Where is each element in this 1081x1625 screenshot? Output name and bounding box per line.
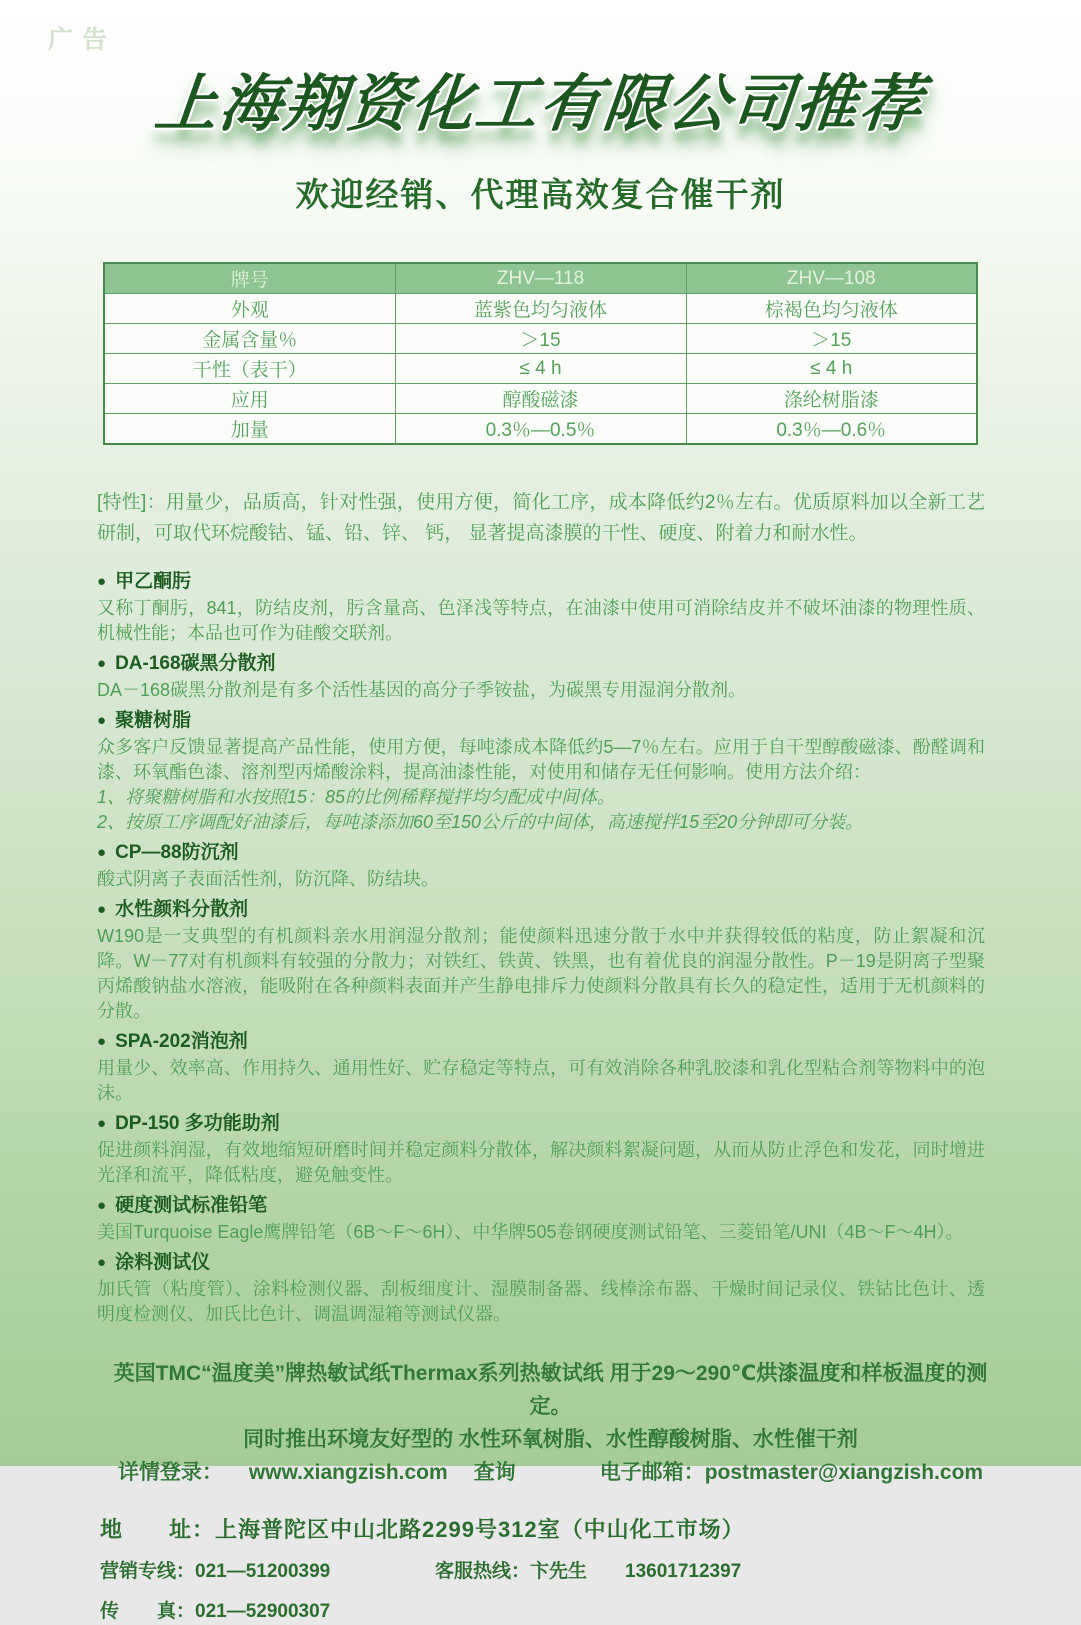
fax-group xyxy=(100,1599,435,1625)
cell-value: ＞15 xyxy=(395,324,686,354)
section-heading-text: SPA-202消泡剂 xyxy=(115,1031,248,1052)
section-ketoxime xyxy=(97,569,985,646)
cell-value: ≤ 4 h xyxy=(395,354,686,384)
section-heading-text: 硬度测试标准铅笔 xyxy=(115,1195,268,1216)
section-heading xyxy=(97,651,985,678)
section-heading xyxy=(97,708,985,735)
section-body: 众多客户反馈显著提高产品性能，使用方便，每吨漆成本降低约5—7％左右。应用于自干型醇酸磁漆、酚醛调和漆、环氧酯色漆、溶剂型丙烯酸涂料，提高油漆性能，对使用和储存无任何影响。使用方法介绍： xyxy=(97,737,985,782)
bullet-icon: ● xyxy=(97,844,107,861)
cell-value: 醇酸磁漆 xyxy=(395,384,686,414)
section-body: 促进颜料润湿，有效地缩短研磨时间并稳定颜料分散体，解决颜料絮凝问题，从而从防止浮色和发花，同时增进光泽和流平，降低粘度，避免触变性。 xyxy=(97,1140,985,1185)
fax-line xyxy=(100,1599,985,1625)
cell-value: 棕褐色均匀液体 xyxy=(686,294,977,324)
row-label: 外观 xyxy=(104,294,395,324)
section-body: 又称丁酮肟，841，防结皮剂，肟含量高、色泽浅等特点，在油漆中使用可消除结皮并不破坏油漆的物理性质、机械性能；本品也可作为硅酸交联剂。 xyxy=(97,598,985,643)
section-waterborne-dispersant xyxy=(97,897,985,1024)
row-label: 干性（表干） xyxy=(104,354,395,384)
bullet-icon: ● xyxy=(97,655,107,672)
contact-block xyxy=(100,1515,985,1625)
cell-value: ＞15 xyxy=(686,324,977,354)
email-address: postmaster@xiangzish.com xyxy=(704,1461,984,1484)
table-row xyxy=(104,414,977,445)
bullet-icon: ● xyxy=(97,573,107,590)
row-label: 金属含量％ xyxy=(104,324,395,354)
ad-corner-label: 广告 xyxy=(48,26,117,54)
section-heading xyxy=(97,1193,985,1220)
section-body: 美国Turquoise Eagle鹰牌铅笔（6B～F～6H）、中华牌505卷钢硬度测试铅笔、三菱铅笔/UNI（4B～F～4H）。 xyxy=(97,1222,964,1242)
page-subtitle: 欢迎经销、代理高效复合催干剂 xyxy=(295,176,786,213)
bullet-icon: ● xyxy=(97,1254,107,1271)
query-label: 查询 xyxy=(473,1461,516,1484)
section-heading-text: CP—88防沉剂 xyxy=(115,842,239,863)
section-heading-text: 水性颜料分散剂 xyxy=(115,899,249,920)
section-spa202 xyxy=(97,1029,985,1106)
col-header-brand: 牌号 xyxy=(104,263,395,294)
email-group xyxy=(600,1456,983,1489)
section-heading xyxy=(97,569,985,596)
section-dp150 xyxy=(97,1111,985,1188)
section-body: 用量少、效率高、作用持久、通用性好、贮存稳定等特点，可有效消除各种乳胶漆和乳化型粘合剂等物料中的泡沫。 xyxy=(97,1058,985,1103)
marketing-phone-group xyxy=(100,1559,435,1585)
fax-value: 021—52900307 xyxy=(195,1601,331,1622)
promo-eco-line: 同时推出环境友好型的 水性环氧树脂、水性醇酸树脂、水性催干剂 xyxy=(243,1428,858,1451)
section-cp88 xyxy=(97,840,985,892)
address-label: 地 址： xyxy=(100,1517,216,1542)
promo-thermax-line: 英国TMC“温度美”牌热敏试纸Thermax系列热敏试纸 用于29～290℃烘漆温度和样板温度的测定。 xyxy=(113,1362,988,1418)
bullet-icon: ● xyxy=(97,712,107,729)
cell-value: 0.3％—0.5％ xyxy=(395,414,686,445)
col-header-zhv118: ZHV—118 xyxy=(395,263,686,294)
cell-value: 蓝紫色均匀液体 xyxy=(395,294,686,324)
phone-line xyxy=(100,1559,985,1585)
section-heading xyxy=(97,1250,985,1277)
fax-label: 传 真： xyxy=(100,1601,196,1622)
service-label: 客服热线： xyxy=(435,1561,531,1582)
cell-value: 0.3％—0.6％ xyxy=(686,414,977,445)
cell-value: ≤ 4 h xyxy=(686,354,977,384)
table-row xyxy=(104,354,977,384)
product-spec-table xyxy=(103,262,978,445)
row-label: 应用 xyxy=(104,384,395,414)
section-heading-text: DA-168碳黑分散剂 xyxy=(115,653,276,674)
section-heading xyxy=(97,840,985,867)
section-body: 酸式阴离子表面活性剂，防沉降、防结块。 xyxy=(97,869,439,889)
section-body: DA－168碳黑分散剂是有多个活性基因的高分子季铵盐，为碳黑专用湿润分散剂。 xyxy=(97,680,747,700)
col-header-zhv108: ZHV—108 xyxy=(686,263,977,294)
bullet-icon: ● xyxy=(97,1033,107,1050)
row-label: 加量 xyxy=(104,414,395,445)
title-wrap xyxy=(0,0,1081,143)
section-polysaccharide-resin xyxy=(97,708,985,835)
section-heading xyxy=(97,1029,985,1056)
section-step: 2、按原工序调配好油漆后，每吨漆添加60至150公斤的中间体，高速搅拌15至20分钟即可分装。 xyxy=(97,812,864,832)
marketing-label: 营销专线： xyxy=(100,1561,196,1582)
address-value: 上海普陀区中山北路2299号312室（中山化工市场） xyxy=(215,1517,745,1542)
section-body: 加氏管（粘度管）、涂料检测仪器、刮板细度计、湿膜制备器、线棒涂布器、干燥时间记录仪、铁钴比色计、透明度检测仪、加氏比色计、调温调湿箱等测试仪器。 xyxy=(97,1279,985,1324)
bullet-icon: ● xyxy=(97,901,107,918)
product-sections xyxy=(97,569,985,1327)
table-row xyxy=(104,324,977,354)
section-hardness-pencils xyxy=(97,1193,985,1245)
section-coating-testers xyxy=(97,1250,985,1327)
service-value: 卞先生 13601712397 xyxy=(530,1561,742,1582)
section-heading-text: DP-150 多功能助剂 xyxy=(115,1113,280,1134)
company-title: 上海翔资化工有限公司推荐 xyxy=(152,70,928,139)
section-heading xyxy=(97,1111,985,1138)
table-row xyxy=(104,384,977,414)
promo-links-line xyxy=(100,1456,1001,1489)
website-label: 详情登录： xyxy=(117,1461,223,1484)
section-heading-text: 甲乙酮肟 xyxy=(115,571,192,592)
features-paragraph: [特性]：用量少，品质高，针对性强，使用方便，简化工序，成本降低约2％左右。优质原料加以全新工艺研制，可取代环烷酸钴、锰、铅、锌、 钙， 显著提高漆膜的干性、硬度、附着力和耐水性。 xyxy=(97,492,985,544)
section-heading-text: 涂料测试仪 xyxy=(115,1252,211,1273)
service-phone-group xyxy=(435,1559,741,1585)
address-line xyxy=(100,1515,985,1545)
table-header-row xyxy=(104,263,977,294)
section-da168 xyxy=(97,651,985,703)
section-heading xyxy=(97,897,985,924)
bullet-icon: ● xyxy=(97,1197,107,1214)
section-body: W190是一支典型的有机颜料亲水用润湿分散剂；能使颜料迅速分散于水中并获得较低的粘度，防止絮凝和沉降。W－77对有机颜料有较强的分散力；对铁红、铁黄、铁黑，也有着优良的润湿分散性。P－19是阴离子型聚丙烯酸钠盐水溶液，能吸附在各种颜料表面并产生静电排斥力使颜料分散具有长久的稳定性，适用于无机颜料的分散。 xyxy=(97,926,985,1021)
website-url: www.xiangzish.com xyxy=(248,1461,448,1484)
promo-block xyxy=(100,1357,1001,1489)
cell-value: 涤纶树脂漆 xyxy=(686,384,977,414)
section-step: 1、将聚糖树脂和水按照15：85的比例稀释搅拌均匀配成中间体。 xyxy=(97,787,616,807)
marketing-phone: 021—51200399 xyxy=(195,1561,331,1582)
section-heading-text: 聚糖树脂 xyxy=(115,710,192,731)
bullet-icon: ● xyxy=(97,1115,107,1132)
table-row xyxy=(104,294,977,324)
email-label: 电子邮箱： xyxy=(599,1461,705,1484)
